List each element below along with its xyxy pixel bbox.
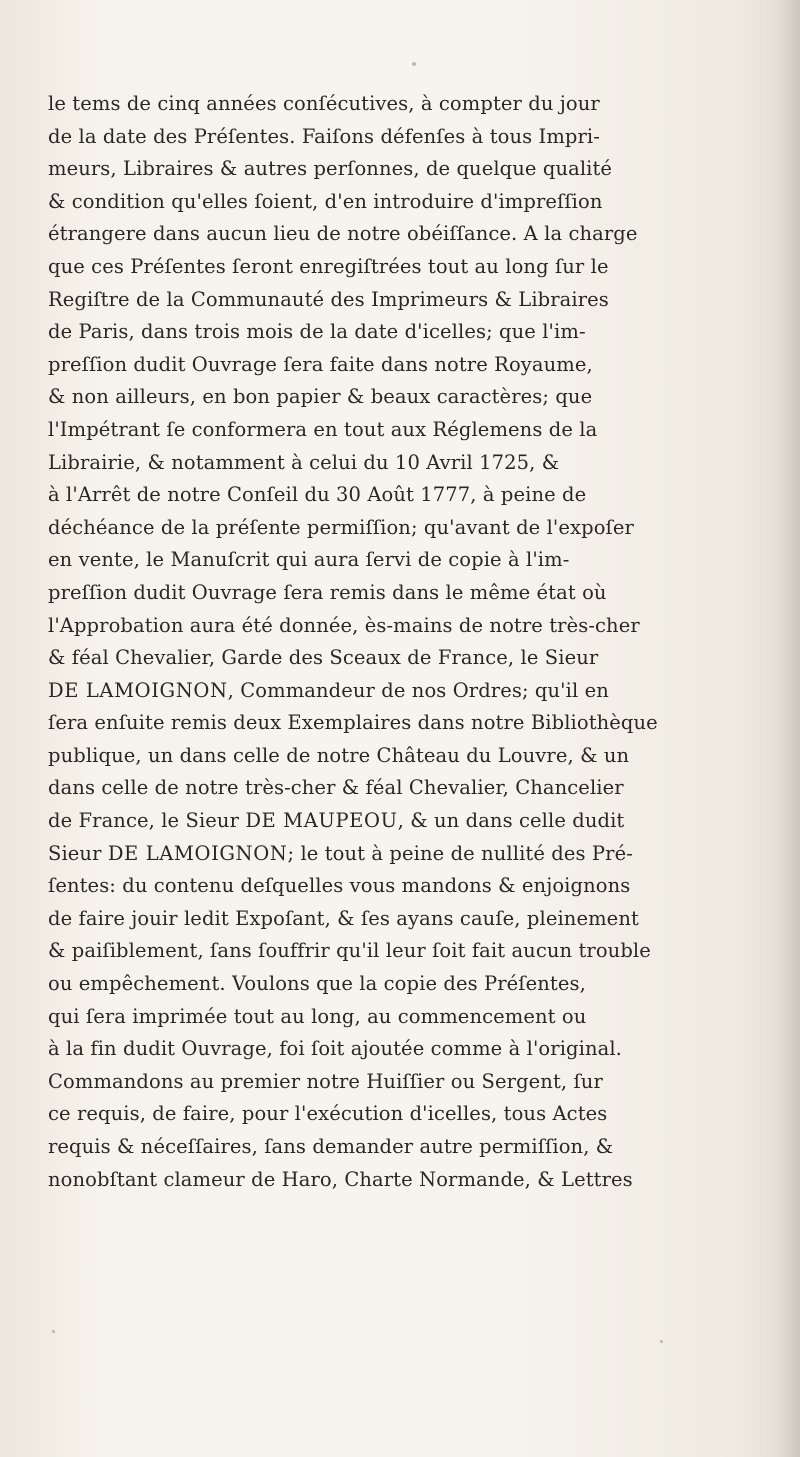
text-line-33: requis & néceſſaires, ſans demander autre permiſſion, & bbox=[48, 1135, 614, 1158]
text-line-24 bbox=[48, 838, 768, 871]
line-23-pre: de France, le Sieur bbox=[48, 809, 246, 833]
ink-speck bbox=[660, 1340, 663, 1343]
line-24-pre: Sieur bbox=[48, 841, 108, 865]
text-line-16: preſſion dudit Ouvrage ſera remis dans le même état où bbox=[48, 580, 607, 604]
text-line-3: meurs, Libraires & autres perſonnes, de quelque qualité bbox=[48, 157, 613, 181]
text-line-25: ſentes: du contenu deſquelles vous mandons & enjoignons bbox=[48, 874, 631, 898]
text-line-8: de Paris, dans trois mois de la date d'icelles; que l'im- bbox=[48, 320, 586, 344]
page-edge-shadow bbox=[778, 0, 800, 1457]
text-line-31: Commandons au premier notre Huiſſier ou Sergent, ſur bbox=[48, 1069, 603, 1093]
text-line-11: l'Impétrant ſe conformera en tout aux Réglemens de la bbox=[48, 417, 598, 441]
text-line-32: ce requis, de faire, pour l'exécution d'icelles, tous Actes bbox=[48, 1102, 608, 1126]
text-line-27: & paiſiblement, ſans ſouffrir qu'il leur ſoit fait aucun trouble bbox=[48, 939, 651, 963]
line-23-rest: , & un dans celle dudit bbox=[397, 809, 625, 833]
person-name-lamoignon-2: DE LAMOIGNON bbox=[107, 841, 288, 865]
ink-speck bbox=[52, 1330, 55, 1333]
line-24-rest: ; le tout à peine de nullité des Pré- bbox=[287, 841, 633, 865]
text-line-4: & condition qu'elles ſoient, d'en introduire d'impreſſion bbox=[48, 189, 603, 213]
person-name-lamoignon: DE LAMOIGNON bbox=[48, 678, 228, 702]
text-line-15: en vente, le Manuſcrit qui aura ſervi de copie à l'im- bbox=[48, 548, 570, 572]
person-name-maupeou: DE MAUPEOU bbox=[245, 809, 398, 833]
text-line-10: & non ailleurs, en bon papier & beaux caractères; que bbox=[48, 385, 593, 409]
text-line-9: preſſion dudit Ouvrage ſera faite dans notre Royaume, bbox=[48, 352, 593, 376]
text-line-1: le tems de cinq années conſécutives, à compter du jour bbox=[48, 92, 600, 115]
text-line-22: dans celle de notre très-cher & féal Chevalier, Chancelier bbox=[48, 776, 624, 800]
text-line-6: que ces Préſentes ſeront enregiſtrées tout au long ſur le bbox=[48, 254, 609, 278]
ink-speck bbox=[412, 62, 416, 66]
text-line-28: ou empêchement. Voulons que la copie des Préſentes, bbox=[48, 972, 586, 996]
text-line-29: qui ſera imprimée tout au long, au commencement ou bbox=[48, 1004, 587, 1028]
body-text bbox=[48, 88, 768, 1196]
text-line-13: à l'Arrêt de notre Conſeil du 30 Août 1777, à peine de bbox=[48, 483, 587, 507]
text-line-23 bbox=[48, 805, 768, 838]
text-line-34: nonobſtant clameur de Haro, Charte Normande, & Lettres bbox=[48, 1167, 633, 1191]
text-line-17: l'Approbation aura été donnée, ès-mains de notre très-cher bbox=[48, 613, 640, 637]
text-line-14: déchéance de la préſente permiſſion; qu'avant de l'expoſer bbox=[48, 515, 634, 539]
text-line-20: ſera enſuite remis deux Exemplaires dans notre Bibliothèque bbox=[48, 711, 658, 735]
text-line-18: & féal Chevalier, Garde des Sceaux de France, le Sieur bbox=[48, 646, 599, 670]
line-19-rest: , Commandeur de nos Ordres; qu'il en bbox=[227, 678, 609, 702]
text-line-19 bbox=[48, 675, 768, 708]
text-line-2: de la date des Préſentes. Faiſons défenſes à tous Impri- bbox=[48, 124, 600, 148]
text-line-12: Librairie, & notamment à celui du 10 Avril 1725, & bbox=[48, 450, 560, 474]
text-line-5: étrangere dans aucun lieu de notre obéiſſance. A la charge bbox=[48, 222, 638, 246]
text-line-26: de faire jouir ledit Expoſant, & ſes ayans cauſe, pleinement bbox=[48, 906, 639, 930]
text-line-21: publique, un dans celle de notre Château du Louvre, & un bbox=[48, 743, 630, 767]
text-line-30: à la fin dudit Ouvrage, foi ſoit ajoutée comme à l'original. bbox=[48, 1037, 622, 1061]
text-line-7: Regiſtre de la Communauté des Imprimeurs & Libraires bbox=[48, 287, 609, 311]
